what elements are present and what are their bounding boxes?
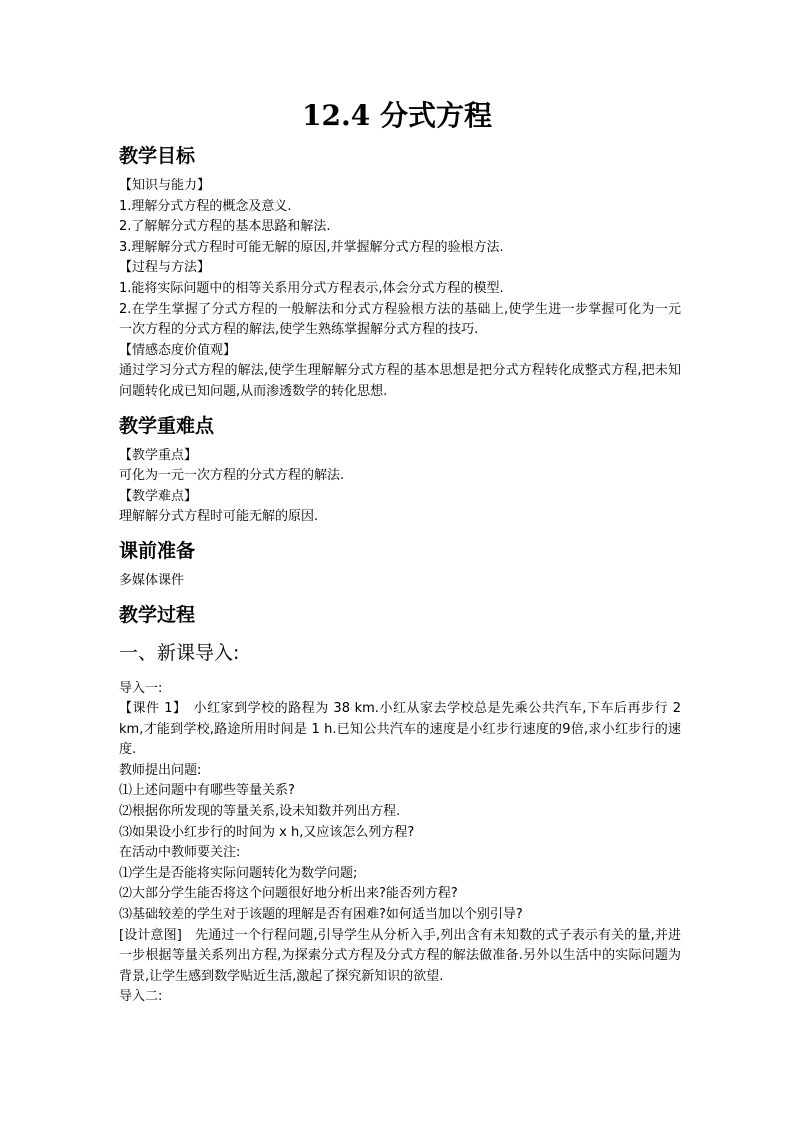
sub-heading-key: 【教学重点】: [119, 447, 198, 463]
goal-line: 2.了解解分式方程的基本思路和解法.: [119, 219, 331, 235]
sub-heading-knowledge: 【知识与能力】: [119, 178, 211, 193]
sub-heading-attitude: 【情感态度价值观】: [119, 342, 237, 358]
question-item: ⑵根据你所发现的等量关系,设未知数并列出方程.: [119, 804, 401, 820]
focus-item: ⑵大部分学生能否将这个问题很好地分析出来?能否列方程?: [119, 886, 458, 902]
intro-label: 导入二:: [119, 989, 163, 1005]
goal-paragraph: 2.在学生掌握了分式方程的一般解法和分式方程验根方法的基础上,使学生进一步掌握可化为一元一次方程的分式方程的解法,使学生熟练掌握解分式方程的技巧.: [119, 301, 681, 338]
focus-item: ⑶基础较差的学生对于该题的理解是否有困难?如何适当加以个别引导?: [119, 907, 523, 923]
goal-line: 1.理解分式方程的概念及意义.: [119, 198, 292, 214]
question-item: ⑶如果设小红步行的时间为 x h,又应该怎么列方程?: [119, 824, 415, 840]
sub-heading-process: 【过程与方法】: [119, 260, 211, 276]
goal-line: 3.理解解分式方程时可能无解的原因,并掌握解分式方程的验根方法.: [119, 239, 504, 255]
difficulty-text: 理解解分式方程时可能无解的原因.: [119, 509, 319, 525]
heading-key-points: 教学重难点: [119, 414, 215, 437]
intro-label: 导入一:: [119, 680, 163, 696]
key-point-text: 可化为一元一次方程的分式方程的解法.: [119, 468, 345, 484]
courseware-problem: 【课件 1】 小红家到学校的路程为 38 km.小红从家去学校总是先乘公共汽车,下车后再步行 2 km,才能到学校,路途所用时间是 1 h.已知公共汽车的速度是小红步行速度的9倍,求小红步行的速度.: [119, 701, 681, 758]
design-intent-paragraph: [设计意图] 先通过一个行程问题,引导学生从分析入手,列出含有未知数的式子表示有关的量,并进一步根据等量关系列出方程,为探索分式方程及分式方程的解法做准备.另外以生活中的实际问题为背景,让学生感到数学贴近生活,激起了探究新知识的欲望.: [119, 927, 681, 984]
sub-heading-difficulty: 【教学难点】: [119, 488, 198, 504]
process-line: 教师提出问题:: [119, 762, 202, 778]
heading-preparation: 课前准备: [119, 539, 196, 562]
heading-teaching-process: 教学过程: [119, 603, 196, 626]
goal-paragraph: 通过学习分式方程的解法,使学生理解解分式方程的基本思想是把分式方程转化成整式方程,把未知问题转化成已知问题,从而渗透数学的转化思想.: [119, 363, 681, 399]
preparation-text: 多媒体课件: [119, 572, 185, 588]
goal-line: 1.能将实际问题中的相等关系用分式方程表示,体会分式方程的模型.: [119, 280, 504, 296]
focus-item: ⑴学生是否能将实际问题转化为数学问题;: [119, 865, 358, 881]
question-item: ⑴上述问题中有哪些等量关系?: [119, 783, 295, 799]
document-title: 12.4 分式方程: [302, 99, 492, 132]
sub-heading-new-lesson: 一、新课导入:: [119, 641, 240, 664]
heading-teaching-goals: 教学目标: [119, 145, 196, 167]
document-body: [119, 142, 681, 1008]
process-line: 在活动中教师要关注:: [119, 845, 241, 861]
